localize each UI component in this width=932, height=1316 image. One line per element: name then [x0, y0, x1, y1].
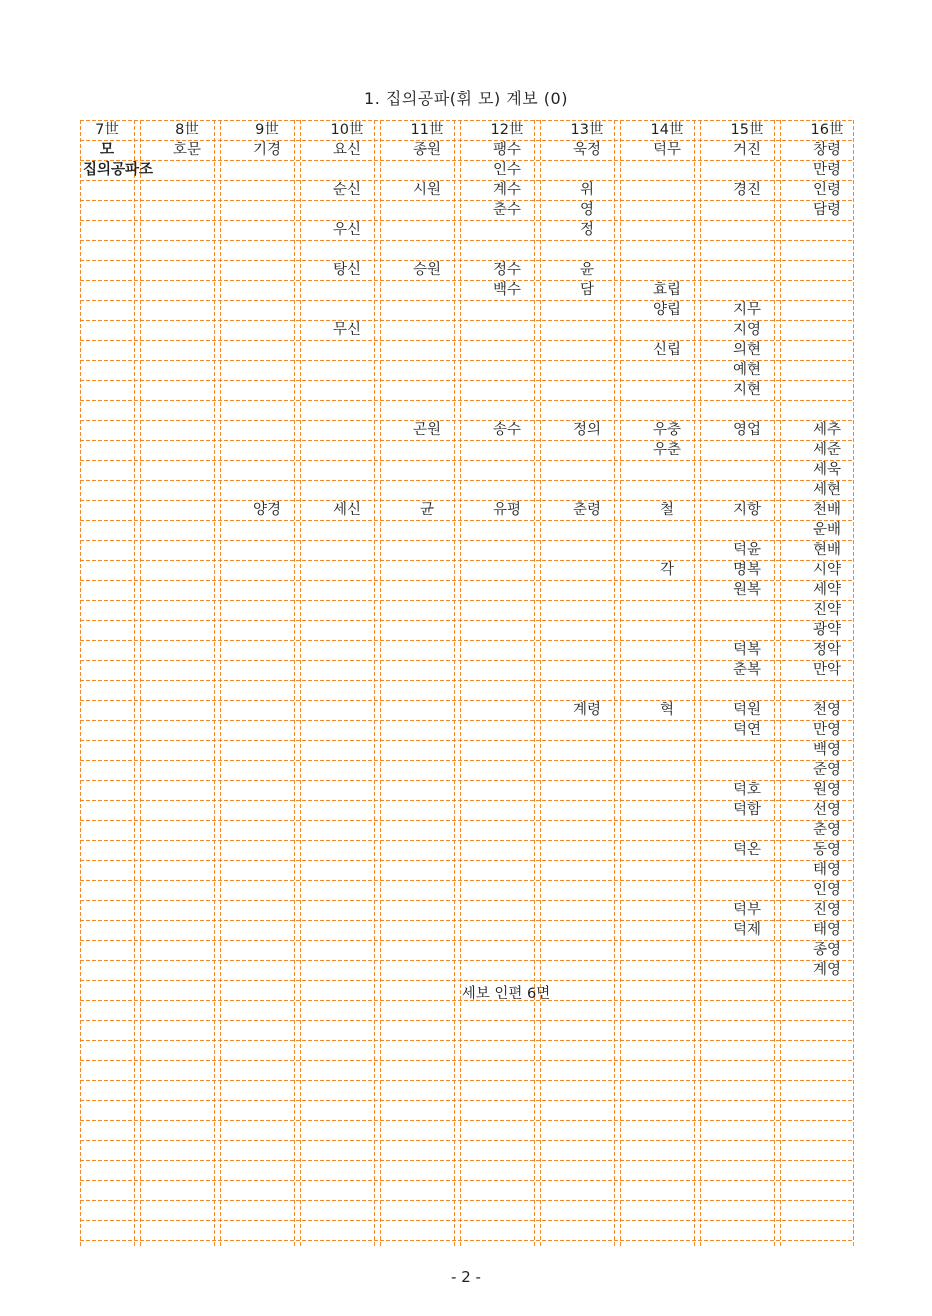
- person-name: 영업: [732, 422, 761, 438]
- person-name: 유평: [492, 502, 521, 518]
- person-name: 각: [659, 562, 674, 578]
- person-name: 무신: [332, 322, 361, 338]
- person-name: 우춘: [652, 442, 681, 458]
- person-name: 양경: [252, 502, 281, 518]
- person-name: 윤: [579, 262, 594, 278]
- person-name: 경진: [732, 182, 761, 198]
- person-name: 천영: [812, 702, 841, 718]
- person-name: 모: [99, 142, 114, 158]
- person-name: 덕복: [732, 642, 761, 658]
- person-name: 백수: [492, 282, 521, 298]
- person-name: 백영: [812, 742, 841, 758]
- person-name: 만악: [812, 662, 841, 678]
- person-name: 승원: [412, 262, 441, 278]
- generation-header: 12世: [490, 122, 524, 138]
- person-name: 덕온: [732, 842, 761, 858]
- person-name: 위: [579, 182, 594, 198]
- person-name: 세준: [812, 442, 841, 458]
- person-name: 계수: [492, 182, 521, 198]
- person-name: 덕연: [732, 722, 761, 738]
- generation-header: 16世: [810, 122, 844, 138]
- person-name: 지현: [732, 382, 761, 398]
- person-name: 태영: [812, 862, 841, 878]
- person-name: 욱정: [572, 142, 601, 158]
- person-name: 세현: [812, 482, 841, 498]
- person-name: 우신: [332, 222, 361, 238]
- person-name: 정수: [492, 262, 521, 278]
- person-name: 만영: [812, 722, 841, 738]
- generation-header: 14世: [650, 122, 684, 138]
- founder-label: 집의공파조: [83, 162, 154, 178]
- person-name: 준영: [812, 762, 841, 778]
- person-name: 명복: [732, 562, 761, 578]
- person-name: 덕호: [732, 782, 761, 798]
- person-name: 인수: [492, 162, 521, 178]
- person-name: 덕제: [732, 922, 761, 938]
- person-name: 진약: [812, 602, 841, 618]
- page-number: - 2 -: [451, 1268, 481, 1286]
- generation-header: 8世: [175, 122, 199, 138]
- person-name: 선영: [812, 802, 841, 818]
- person-name: 원영: [812, 782, 841, 798]
- person-name: 광약: [812, 622, 841, 638]
- person-name: 덕부: [732, 902, 761, 918]
- person-name: 균: [419, 502, 434, 518]
- generation-header: 15世: [730, 122, 764, 138]
- person-name: 탕신: [332, 262, 361, 278]
- person-name: 담: [579, 282, 594, 298]
- person-name: 운배: [812, 522, 841, 538]
- person-name: 태영: [812, 922, 841, 938]
- person-name: 송수: [492, 422, 521, 438]
- person-name: 계령: [572, 702, 601, 718]
- person-name: 만령: [812, 162, 841, 178]
- person-name: 예현: [732, 362, 761, 378]
- person-name: 시원: [412, 182, 441, 198]
- person-name: 정: [579, 222, 594, 238]
- generation-header: 7世: [95, 122, 119, 138]
- person-name: 지무: [732, 302, 761, 318]
- generation-header: 13世: [570, 122, 604, 138]
- person-name: 종영: [812, 942, 841, 958]
- generation-header: 10世: [330, 122, 364, 138]
- person-name: 동영: [812, 842, 841, 858]
- person-name: 지항: [732, 502, 761, 518]
- person-name: 지영: [732, 322, 761, 338]
- page-title: 1. 집의공파(휘 모) 계보 (0): [364, 89, 568, 108]
- person-name: 정악: [812, 642, 841, 658]
- person-name: 덕윤: [732, 542, 761, 558]
- person-name: 의현: [732, 342, 761, 358]
- person-name: 춘복: [732, 662, 761, 678]
- generation-header: 9世: [255, 122, 279, 138]
- person-name: 현배: [812, 542, 841, 558]
- person-name: 춘수: [492, 202, 521, 218]
- person-name: 세신: [332, 502, 361, 518]
- generation-header: 11世: [410, 122, 444, 138]
- person-name: 정의: [572, 422, 601, 438]
- person-name: 덕원: [732, 702, 761, 718]
- person-name: 춘령: [572, 502, 601, 518]
- person-name: 원복: [732, 582, 761, 598]
- person-name: 종원: [412, 142, 441, 158]
- person-name: 곤원: [412, 422, 441, 438]
- person-name: 철: [659, 502, 674, 518]
- person-name: 춘영: [812, 822, 841, 838]
- person-name: 창령: [812, 142, 841, 158]
- person-name: 요신: [332, 142, 361, 158]
- person-name: 효립: [652, 282, 681, 298]
- person-name: 호문: [172, 142, 201, 158]
- person-name: 인영: [812, 882, 841, 898]
- person-name: 세욱: [812, 462, 841, 478]
- person-name: 기경: [252, 142, 281, 158]
- person-name: 신립: [652, 342, 681, 358]
- person-name: 덕함: [732, 802, 761, 818]
- person-name: 덕무: [652, 142, 681, 158]
- person-name: 천배: [812, 502, 841, 518]
- person-name: 혁: [659, 702, 674, 718]
- person-name: 순신: [332, 182, 361, 198]
- person-name: 세약: [812, 582, 841, 598]
- person-name: 우충: [652, 422, 681, 438]
- source-note: 세보 인편 6면: [461, 986, 551, 1002]
- person-name: 시약: [812, 562, 841, 578]
- person-name: 진영: [812, 902, 841, 918]
- person-name: 팽수: [492, 142, 521, 158]
- person-name: 영: [579, 202, 594, 218]
- person-name: 거진: [732, 142, 761, 158]
- person-name: 양립: [652, 302, 681, 318]
- person-name: 인령: [812, 182, 841, 198]
- person-name: 담령: [812, 202, 841, 218]
- person-name: 세추: [812, 422, 841, 438]
- person-name: 계영: [812, 962, 841, 978]
